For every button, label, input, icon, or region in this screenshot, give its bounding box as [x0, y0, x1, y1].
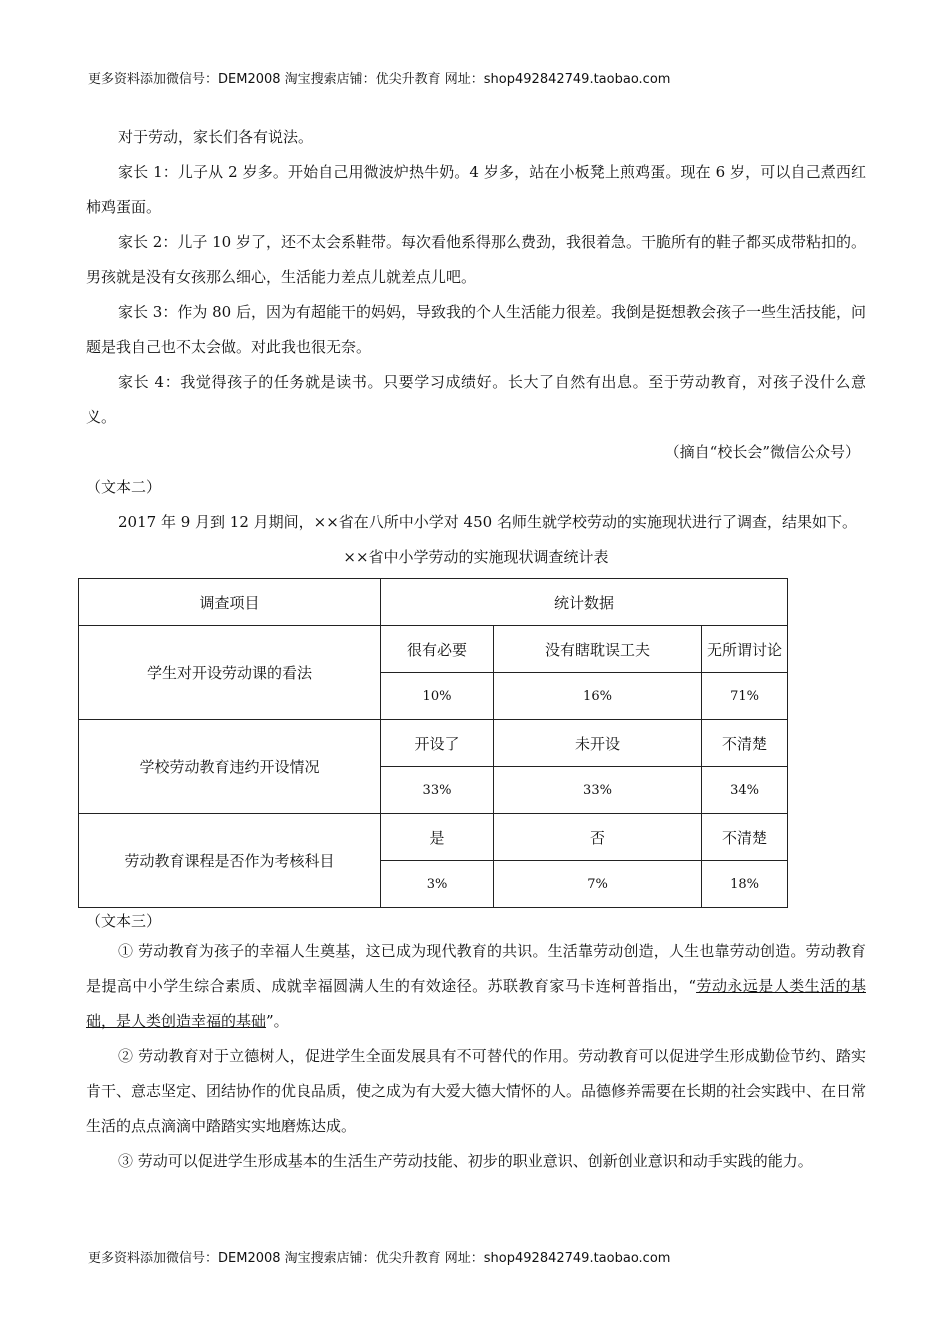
- text1-parent2: 家长 2：儿子 10 岁了，还不太会系鞋带。每次看他系得那么费劲，我很着急。干脆所有的鞋子都买成带粘扣的。男孩就是没有女孩那么细心，生活能力差点儿就差点儿吧。: [86, 233, 866, 286]
- text3-p2: ② 劳动教育对于立德树人，促进学生全面发展具有不可替代的作用。劳动教育可以促进学生形成勤俭节约、踏实肯干、意志坚定、团结协作的优良品质，使之成为有大爱大德大情怀的人。品德修养需要在长期的社会实践中、在日常生活的点点滴滴中踏踏实实地磨炼达成。: [86, 1047, 867, 1135]
- row-value: 3%: [381, 861, 494, 908]
- text2-label: （文本二）: [86, 478, 162, 496]
- row-option: 很有必要: [381, 626, 494, 673]
- text1-intro: 对于劳动，家长们各有说法。: [118, 128, 314, 146]
- text1-parent1: 家长 1：儿子从 2 岁多。开始自己用微波炉热牛奶。4 岁多，站在小板凳上煎鸡蛋。现在 6 岁，可以自己煮西红柿鸡蛋面。: [86, 163, 866, 216]
- text1-source: （摘自“校长会”微信公众号）: [664, 443, 860, 461]
- text3-p3: ③ 劳动可以促进学生形成基本的生活生产劳动技能、初步的职业意识、创新创业意识和动手实践的能力。: [118, 1152, 813, 1170]
- row-value: 33%: [494, 767, 702, 814]
- text1-parent4: 家长 4：我觉得孩子的任务就是读书。只要学习成绩好。长大了自然有出息。至于劳动教育，对孩子没什么意义。: [86, 373, 866, 426]
- row-option: 开设了: [381, 720, 494, 767]
- table-header-data: 统计数据: [381, 579, 788, 626]
- text1-parent3: 家长 3：作为 80 后，因为有超能干的妈妈，导致我的个人生活能力很差。我倒是挺想教会孩子一些生活技能，问题是我自己也不太会做。对此我也很无奈。: [86, 303, 866, 356]
- row-option: 未开设: [494, 720, 702, 767]
- row-value: 33%: [381, 767, 494, 814]
- row-value: 10%: [381, 673, 494, 720]
- survey-table: [78, 578, 788, 908]
- document-body: [86, 120, 866, 1179]
- row-item: 学生对开设劳动课的看法: [79, 626, 381, 720]
- text3-p1-pre: ① 劳动教育为孩子的幸福人生奠基，这已成为现代教育的共识。生活靠劳动创造，人生也靠劳动创造。劳动教育是提高中小学生综合素质、成就幸福圆满人生的有效途径。苏联教育家马卡连柯普指出，“: [86, 942, 866, 995]
- table-row: [79, 814, 788, 861]
- table-row: [79, 626, 788, 673]
- row-option: 无所谓讨论: [702, 626, 788, 673]
- table-row: [79, 720, 788, 767]
- row-item: 劳动教育课程是否作为考核科目: [79, 814, 381, 908]
- row-value: 16%: [494, 673, 702, 720]
- table-header-row: [79, 579, 788, 626]
- row-option: 不清楚: [702, 720, 788, 767]
- row-option: 不清楚: [702, 814, 788, 861]
- page-footer: 更多资料添加微信号：DEM2008 淘宝搜索店铺：优尖升教育 网址：shop492842749.taobao.com: [88, 1251, 671, 1266]
- page-header: 更多资料添加微信号：DEM2008 淘宝搜索店铺：优尖升教育 网址：shop492842749.taobao.com: [88, 72, 671, 87]
- text3-p1-quote: 劳动永远是人类生活的基础，是人类创造幸福的基础: [86, 977, 866, 1030]
- row-option: 否: [494, 814, 702, 861]
- table-header-item: 调查项目: [79, 579, 381, 626]
- row-value: 71%: [702, 673, 788, 720]
- text3-p1: [86, 934, 866, 1039]
- row-option: 是: [381, 814, 494, 861]
- row-value: 7%: [494, 861, 702, 908]
- row-value: 18%: [702, 861, 788, 908]
- row-option: 没有瞎耽误工夫: [494, 626, 702, 673]
- text3-p1-post: ”。: [266, 1012, 289, 1030]
- text3-label: （文本三）: [86, 912, 162, 930]
- table-title: ××省中小学劳动的实施现状调查统计表: [343, 548, 609, 566]
- row-item: 学校劳动教育违约开设情况: [79, 720, 381, 814]
- row-value: 34%: [702, 767, 788, 814]
- text2-intro: 2017 年 9 月到 12 月期间，××省在八所中小学对 450 名师生就学校劳动的实施现状进行了调查，结果如下。: [118, 513, 857, 531]
